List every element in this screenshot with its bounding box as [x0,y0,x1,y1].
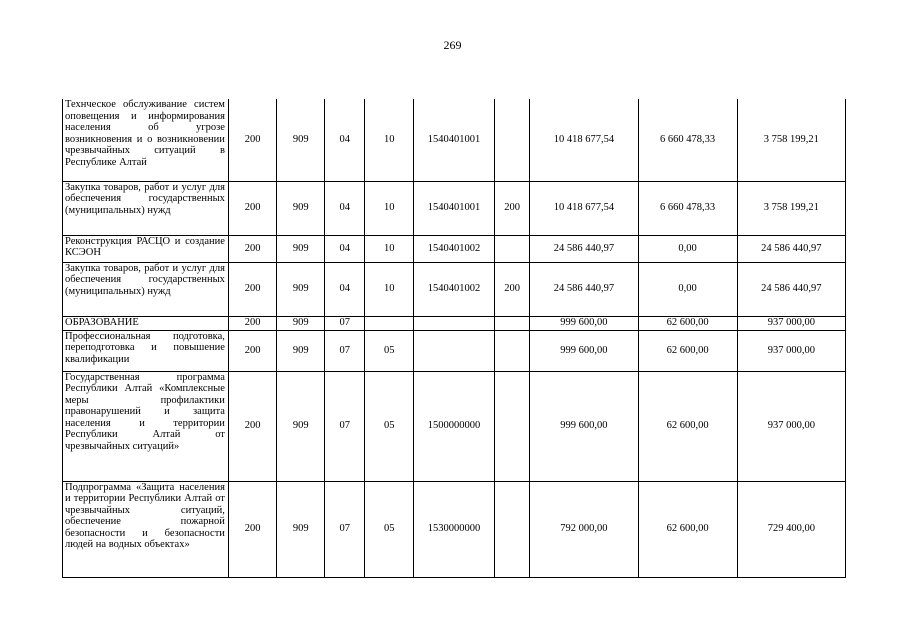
row-name: ОБРАЗОВАНИЕ [63,316,229,330]
row-code-2: 909 [277,262,325,316]
row-value-2: 0,00 [638,262,737,316]
row-code-5: 1540401001 [413,181,494,235]
row-code-6: 200 [494,181,529,235]
row-code-5: 1540401002 [413,235,494,262]
row-code-6 [494,330,529,371]
row-value-1: 10 418 677,54 [530,99,638,181]
row-code-1: 200 [228,181,277,235]
table-row [63,371,846,481]
row-code-5 [413,330,494,371]
row-code-3: 04 [324,99,364,181]
row-code-2: 909 [277,316,325,330]
row-code-4: 05 [365,330,414,371]
row-value-3: 937 000,00 [737,316,845,330]
row-value-2: 62 600,00 [638,371,737,481]
row-name: Реконструкция РАСЦО и создание КСЭОН [63,235,229,262]
row-value-3: 937 000,00 [737,371,845,481]
row-code-5: 1500000000 [413,371,494,481]
row-code-1: 200 [228,481,277,577]
row-value-3: 24 586 440,97 [737,235,845,262]
row-name: Профессиональная подготовка, переподготовка и повышение квалификации [63,330,229,371]
row-code-5: 1530000000 [413,481,494,577]
row-code-4: 10 [365,235,414,262]
row-code-1: 200 [228,330,277,371]
row-name: Закупка товаров, работ и услуг для обеспечения государственных (муниципальных) нужд [63,181,229,235]
row-name: Подпрограмма «Защита населения и территории Республики Алтай от чрезвычайных ситуаций, обеспечение пожарной безопасности и безопасности людей на водных объектах» [63,481,229,577]
row-code-3: 07 [324,371,364,481]
row-value-1: 999 600,00 [530,371,638,481]
row-code-4: 10 [365,99,414,181]
row-value-3: 24 586 440,97 [737,262,845,316]
row-code-2: 909 [277,330,325,371]
table-row [63,181,846,235]
row-code-2: 909 [277,235,325,262]
row-value-3: 937 000,00 [737,330,845,371]
row-value-2: 6 660 478,33 [638,181,737,235]
row-code-3: 04 [324,262,364,316]
row-code-1: 200 [228,262,277,316]
row-name: Закупка товаров, работ и услуг для обеспечения государственных (муниципальных) нужд [63,262,229,316]
row-code-4: 05 [365,481,414,577]
table-row [63,235,846,262]
row-code-2: 909 [277,181,325,235]
table-row [63,99,846,181]
table-row [63,262,846,316]
row-code-4: 10 [365,181,414,235]
row-value-1: 24 586 440,97 [530,235,638,262]
row-value-2: 62 600,00 [638,316,737,330]
row-code-3: 04 [324,235,364,262]
row-code-6 [494,99,529,181]
row-code-6: 200 [494,262,529,316]
row-code-3: 07 [324,316,364,330]
row-value-2: 6 660 478,33 [638,99,737,181]
table-row [63,481,846,577]
row-name: Технческое обслуживание систем оповещения и информирования населения об угрозе возникновения и о возникновении чрезвычайных ситуаций в Республике Алтай [63,99,229,181]
row-code-5 [413,316,494,330]
row-value-2: 0,00 [638,235,737,262]
row-code-3: 07 [324,330,364,371]
row-code-5: 1540401002 [413,262,494,316]
table-row [63,316,846,330]
row-value-3: 3 758 199,21 [737,181,845,235]
row-value-1: 999 600,00 [530,330,638,371]
row-code-6 [494,481,529,577]
page-number: 269 [443,38,462,52]
row-value-1: 792 000,00 [530,481,638,577]
row-code-5: 1540401001 [413,99,494,181]
row-code-4 [365,316,414,330]
row-code-3: 04 [324,181,364,235]
row-code-1: 200 [228,99,277,181]
row-code-4: 10 [365,262,414,316]
row-value-1: 24 586 440,97 [530,262,638,316]
row-code-3: 07 [324,481,364,577]
row-code-2: 909 [277,481,325,577]
row-code-6 [494,235,529,262]
row-code-1: 200 [228,371,277,481]
row-value-1: 999 600,00 [530,316,638,330]
row-name: Государственная программа Республики Алтай «Комплексные меры профилактики правонарушений и защита населения и территории Республики Алтай от чрезвычайных ситуаций» [63,371,229,481]
budget-table [62,99,846,578]
row-code-1: 200 [228,235,277,262]
row-value-3: 729 400,00 [737,481,845,577]
row-value-3: 3 758 199,21 [737,99,845,181]
row-code-2: 909 [277,99,325,181]
row-code-6 [494,371,529,481]
row-code-2: 909 [277,371,325,481]
row-code-4: 05 [365,371,414,481]
row-value-1: 10 418 677,54 [530,181,638,235]
row-value-2: 62 600,00 [638,481,737,577]
row-code-1: 200 [228,316,277,330]
row-value-2: 62 600,00 [638,330,737,371]
row-code-6 [494,316,529,330]
table-row [63,330,846,371]
